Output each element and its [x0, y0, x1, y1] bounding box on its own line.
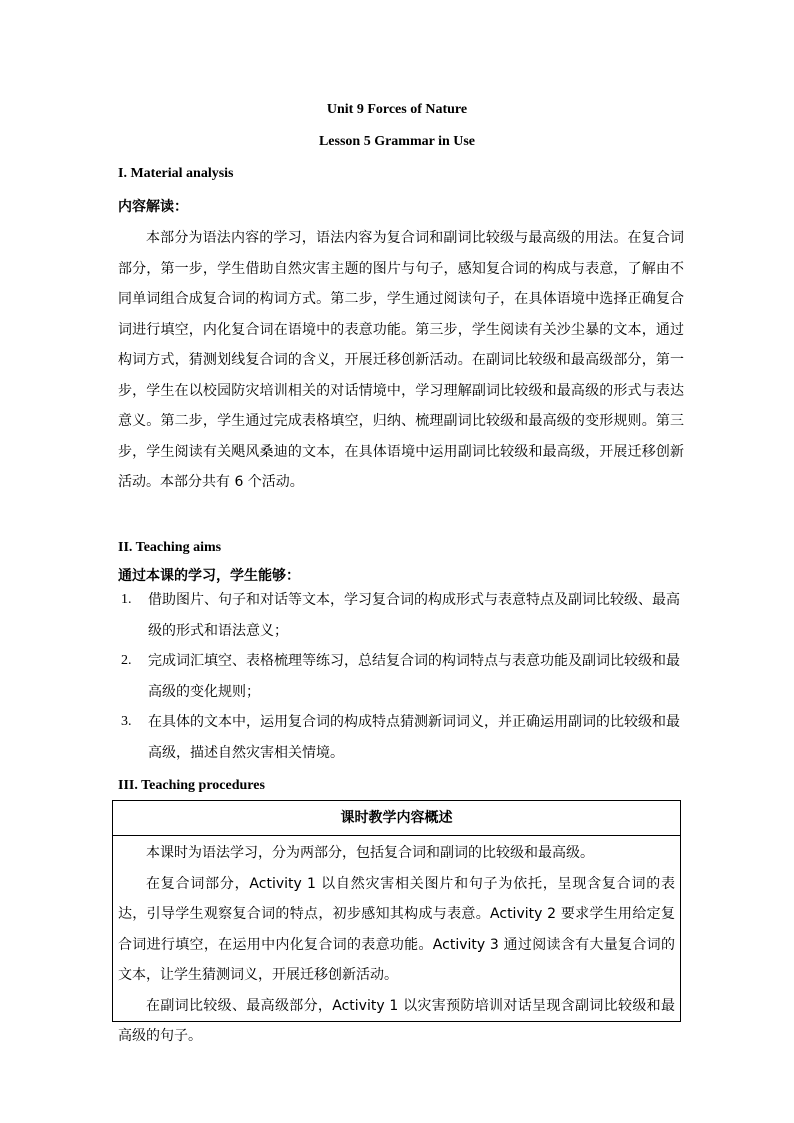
aim-number: 2.: [121, 653, 132, 668]
aim-number: 1.: [121, 592, 132, 607]
table-body: [113, 836, 680, 1052]
overview-paragraph: 本课时为语法学习，分为两部分，包括复合词和副词的比较级和最高级。: [146, 845, 594, 861]
section-heading-teaching-procedures: III. Teaching procedures: [118, 778, 265, 793]
unit-title: Unit 9 Forces of Nature: [326, 102, 468, 117]
overview-paragraph: 在副词比较级、最高级部分，Activity 1 以灾害预防培训对话呈现含副词比较级和最高级的句子。: [118, 997, 675, 1044]
content-interpretation-label: 内容解读：: [118, 199, 188, 215]
material-analysis-body: [118, 223, 684, 498]
aim-item: [118, 585, 684, 646]
aim-number: 3.: [121, 714, 132, 729]
aim-item: [118, 646, 684, 707]
aim-text: 在具体的文本中，运用复合词的构成特点猜测新词词义，并正确运用副词的比较级和最高级，描述自然灾害相关情境。: [148, 714, 680, 761]
aim-item: [118, 707, 684, 768]
material-analysis-paragraph: 本部分为语法内容的学习，语法内容为复合词和副词比较级与最高级的用法。在复合词部分，第一步，学生借助自然灾害主题的图片与句子，感知复合词的构成与表意，了解由不同单词组合成复合词的构词方式。第二步，学生通过阅读句子，在具体语境中选择正确复合词进行填空，内化复合词在语境中的表意功能。第三步，学生阅读有关沙尘暴的文本，通过构词方式，猜测划线复合词的含义，开展迁移创新活动。在副词比较级和最高级部分，第一步，学生在以校园防灾培训相关的对话情境中，学习理解副词比较级和最高级的形式与表达意义。第二步，学生通过完成表格填空，归纳、梳理副词比较级和最高级的变形规则。第三步，学生阅读有关飓风桑迪的文本，在具体语境中运用副词比较级和最高级，开展迁移创新活动。本部分共有 6 个活动。: [118, 230, 684, 490]
teaching-aims-intro: 通过本课的学习，学生能够：: [118, 568, 300, 584]
lesson-title: Lesson 5 Grammar in Use: [318, 134, 476, 149]
table-header: 课时教学内容概述: [113, 801, 680, 836]
overview-paragraph: 在复合词部分，Activity 1 以自然灾害相关图片和句子为依托，呈现含复合词的表达，引导学生观察复合词的特点，初步感知其构成与表意。Activity 2 要求学生用给定复合词进行填空，在运用中内化复合词的表意功能。Activity 3 通过阅读含有大量复合词的文本，让学生猜测词义，开展迁移创新活动。: [118, 875, 675, 983]
aim-text: 完成词汇填空、表格梳理等练习，总结复合词的构词特点与表意功能及副词比较级和最高级的变化规则；: [148, 653, 680, 700]
teaching-aims-list: [118, 585, 684, 768]
section-heading-material-analysis: I. Material analysis: [118, 166, 234, 181]
section-heading-teaching-aims: II. Teaching aims: [118, 540, 222, 555]
aim-text: 借助图片、句子和对话等文本，学习复合词的构成形式与表意特点及副词比较级、最高级的形式和语法意义；: [148, 592, 680, 639]
lesson-overview-table: [112, 800, 681, 1044]
